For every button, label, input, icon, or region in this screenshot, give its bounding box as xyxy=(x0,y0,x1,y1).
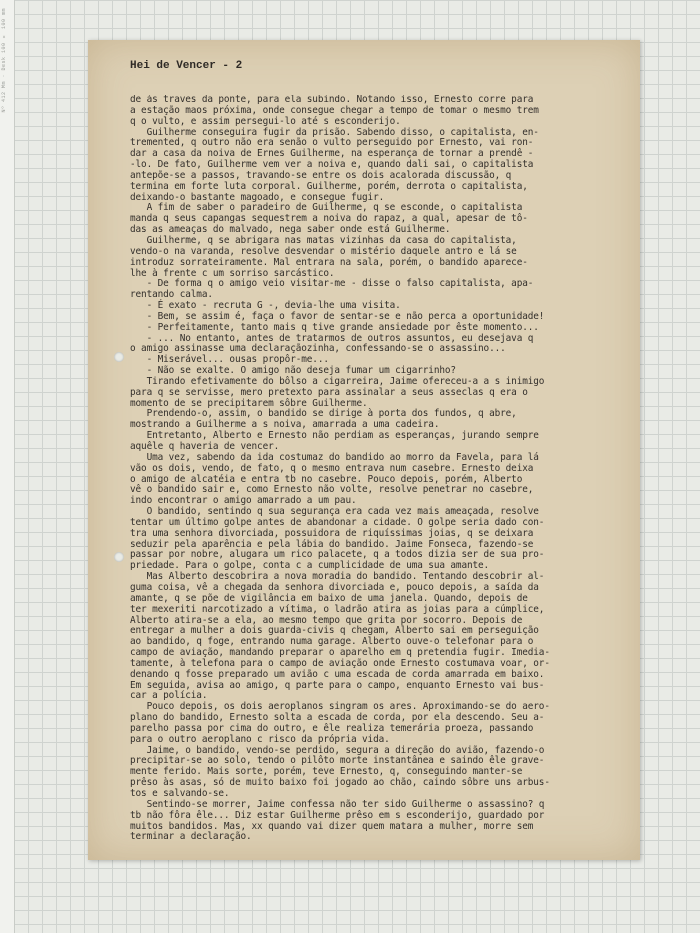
text-line: Sentindo-se morrer, Jaime confessa não ter sido Guilherme o assassino? q xyxy=(130,798,545,810)
text-line: Tirando efetivamente do bôlso a cigarreira, Jaime ofereceu-a a s inimigo xyxy=(130,375,545,387)
text-line: introduz sorrateiramente. Mal entrara na sala, porém, o bandido aparece- xyxy=(130,256,528,268)
text-line: vão os dois, vendo, de fato, q o mesmo entrava num casebre. Ernesto deixa xyxy=(130,462,534,474)
text-line: car a polícia. xyxy=(130,690,208,702)
text-line: plano do bandido, Ernesto solta a escada de corda, por ela descendo. Seu a- xyxy=(130,712,545,724)
text-line: Prendendo-o, assim, o bandido se dirige à porta dos fundos, q abre, xyxy=(130,408,517,420)
text-line: Alberto atira-se a ela, ao mesmo tempo que grita por socorro. Depois de xyxy=(130,614,523,626)
text-line: ter mexeriti narcotizado a vítima, o ladrão atira as joias para a cúmplice, xyxy=(130,603,545,615)
punch-hole xyxy=(114,352,124,362)
text-line: mente ferido. Mais sorte, porém, teve Ernesto, q, conseguindo manter-se xyxy=(130,766,523,778)
text-line: amante, q se põe de vigilância em baixo de uma janela. Quando, depois de xyxy=(130,592,528,604)
text-line: Pouco depois, os dois aeroplanos singram os ares. Aproximando-se do aero- xyxy=(130,701,550,713)
text-line: - Não se exalte. O amigo não deseja fumar um cigarrinho? xyxy=(130,365,456,377)
text-line: terminar a declaração. xyxy=(130,831,252,843)
text-line: tos e salvando-se. xyxy=(130,788,230,799)
text-line: manda q seus capangas sequestrem a noiva do rapaz, a qual, apesar de tô- xyxy=(130,213,528,225)
text-line: momento de se precipitarem sôbre Guilherme. xyxy=(130,397,368,409)
text-line: Em seguida, avisa ao amigo, q parte para o campo, enquanto Ernesto vai bus- xyxy=(130,679,545,691)
text-line: Jaime, o bandido, vendo-se perdido, segura a direção do avião, fazendo-o xyxy=(130,744,545,756)
text-line: parelho passa por cima do outro, e êle realiza temerária proeza, passando xyxy=(130,722,534,734)
text-line: ao bandido, q foge, entrando numa garage. Alberto ouve-o telefonar para o xyxy=(130,636,534,648)
text-line: Entretanto, Alberto e Ernesto não perdiam as esperanças, jurando sempre xyxy=(130,430,539,442)
text-line: - Miserável... ousas propôr-me... xyxy=(130,354,329,366)
text-line: das as ameaças do malvado, nega saber onde está Guilherme. xyxy=(130,224,451,236)
text-line: priedade. Para o golpe, conta c a cumplicidade de uma sua amante. xyxy=(130,560,490,572)
text-line: denando q fosse preparado um avião c uma escada de corda amarrada em baixo. xyxy=(130,668,545,680)
text-line: tra uma senhora divorciada, possuidora de riquíssimas joias, q se deixara xyxy=(130,527,534,539)
text-line: prêso às asas, só de muito baixo foi jogado ao chão, caindo sôbre uns arbus- xyxy=(130,777,550,789)
punch-hole xyxy=(114,552,124,562)
text-line: Guilherme, q se abrigara nas matas vizinhas da casa do capitalista, xyxy=(130,234,517,246)
ruler-strip xyxy=(0,0,15,933)
text-line: seduzir pela aparência e pela lábia do bandido. Jaime Fonseca, fazendo-se xyxy=(130,538,534,550)
text-line: termina em forte luta corporal. Guilherme, porém, derrota o capitalista, xyxy=(130,180,528,192)
page-header: Hei de Vencer - 2 xyxy=(130,60,243,72)
text-line: A fim de saber o paradeiro de Guilherme, q se esconde, o capitalista xyxy=(130,202,523,214)
text-line: mostrando a Guilherme a s noiva, amarrada a uma cadeira. xyxy=(130,419,440,431)
text-line: q o vulto, e assim persegui-lo até s esconderijo. xyxy=(130,115,401,127)
text-line: o amigo assinasse uma declaraçãozinha, confessando-se o assassino... xyxy=(130,343,506,355)
text-line: passar por nobre, alugara um rico palacete, q a todos dizia ser de sua pro- xyxy=(130,549,545,561)
text-line: a estação maos próxima, onde consegue chegar a tempo de tomar o mesmo trem xyxy=(130,104,539,116)
text-line: tentar um último golpe antes de abandonar a cidade. O golpe seria dado con- xyxy=(130,516,545,528)
body-text xyxy=(130,95,620,843)
text-line: O bandido, sentindo q sua segurança era cada vez mais ameaçada, resolve xyxy=(130,506,539,518)
text-line: dar a casa da noiva de Ernes Guilherme, na esperança de tornar a prendê - xyxy=(130,148,534,160)
text-line: - ... No entanto, antes de tratarmos de outros assuntos, eu desejava q xyxy=(130,332,534,344)
text-line: vendo-o na varanda, resolve desvendar o mistério daquele antro e lá se xyxy=(130,245,517,257)
text-line: para q se servisse, mero pretexto para assinalar a seus asseclas q era o xyxy=(130,386,528,398)
text-line: lhe à frente c um sorriso sarcástico. xyxy=(130,267,335,279)
text-line: - Perfeitamente, tanto mais q tive grande ansiedade por êste momento... xyxy=(130,321,539,333)
text-line: tb não fôra êle... Diz estar Guilherme prêso em s esconderijo, guardado por xyxy=(130,809,545,821)
text-line: o amigo de alcatéia e entra tb no casebre. Pouco depois, porém, Alberto xyxy=(130,473,523,485)
text-line: - É exato - recruta G -, devia-lhe uma visita. xyxy=(130,300,401,312)
text-line: -lo. De fato, Guilherme vem ver a noiva e, quando dali sai, o capitalista xyxy=(130,159,534,171)
ruler-label: Nº 412 Mm · Desk 100 × 100 mm xyxy=(1,8,7,113)
text-line: Mas Alberto descobrira a nova moradia do bandido. Tentando descobrir al- xyxy=(130,571,545,583)
text-line: para o outro aeroplano c risco da própria vida. xyxy=(130,733,390,745)
text-line: tremented, q outro não era senão o vulto perseguido por Ernesto, vai ron- xyxy=(130,137,534,149)
text-line: entregar a mulher a dois guarda-civis q chegam, Alberto sai em perseguição xyxy=(130,625,539,637)
text-line: aquêle q haveria de vencer. xyxy=(130,441,280,452)
typewritten-page xyxy=(88,40,640,860)
text-line: vê o bandido sair e, como Ernesto não volte, resolve penetrar no casebre, xyxy=(130,484,534,496)
text-line: Guilherme conseguira fugir da prisão. Sabendo disso, o capitalista, en- xyxy=(130,126,539,138)
text-line: campo de aviação, mandando preparar o aparelho em q pretendia fugir. Imedia- xyxy=(130,647,550,659)
text-line: deixando-o bastante magoado, e consegue fugir. xyxy=(130,191,385,203)
text-line: Uma vez, sabendo da ida costumaz do bandido ao morro da Favela, para lá xyxy=(130,451,539,463)
text-line: rentando calma. xyxy=(130,289,213,301)
text-line: - Bem, se assim é, faça o favor de sentar-se e não perca a oportunidade! xyxy=(130,310,545,322)
text-line: indo encontrar o amigo amarrado a um pau. xyxy=(130,495,357,507)
text-line: muitos bandidos. Mas, xx quando vai dizer quem matara a mulher, morre sem xyxy=(130,820,534,832)
text-line: precipitar-se ao solo, tendo o pilôto morte instantânea e saindo êle grave- xyxy=(130,755,545,767)
text-line: de às traves da ponte, para ela subindo. Notando isso, Ernesto corre para xyxy=(130,95,534,105)
text-line: antepõe-se a passos, travando-se entre os dois acalorada discussão, q xyxy=(130,169,512,181)
text-line: guma coisa, vê a chegada da senhora divorciada e, pouco depois, a saída da xyxy=(130,581,539,593)
text-line: tamente, à telefona para o campo de aviação onde Ernesto costumava voar, or- xyxy=(130,657,550,669)
text-line: - De forma q o amigo veio visitar-me - disse o falso capitalista, apa- xyxy=(130,278,534,290)
